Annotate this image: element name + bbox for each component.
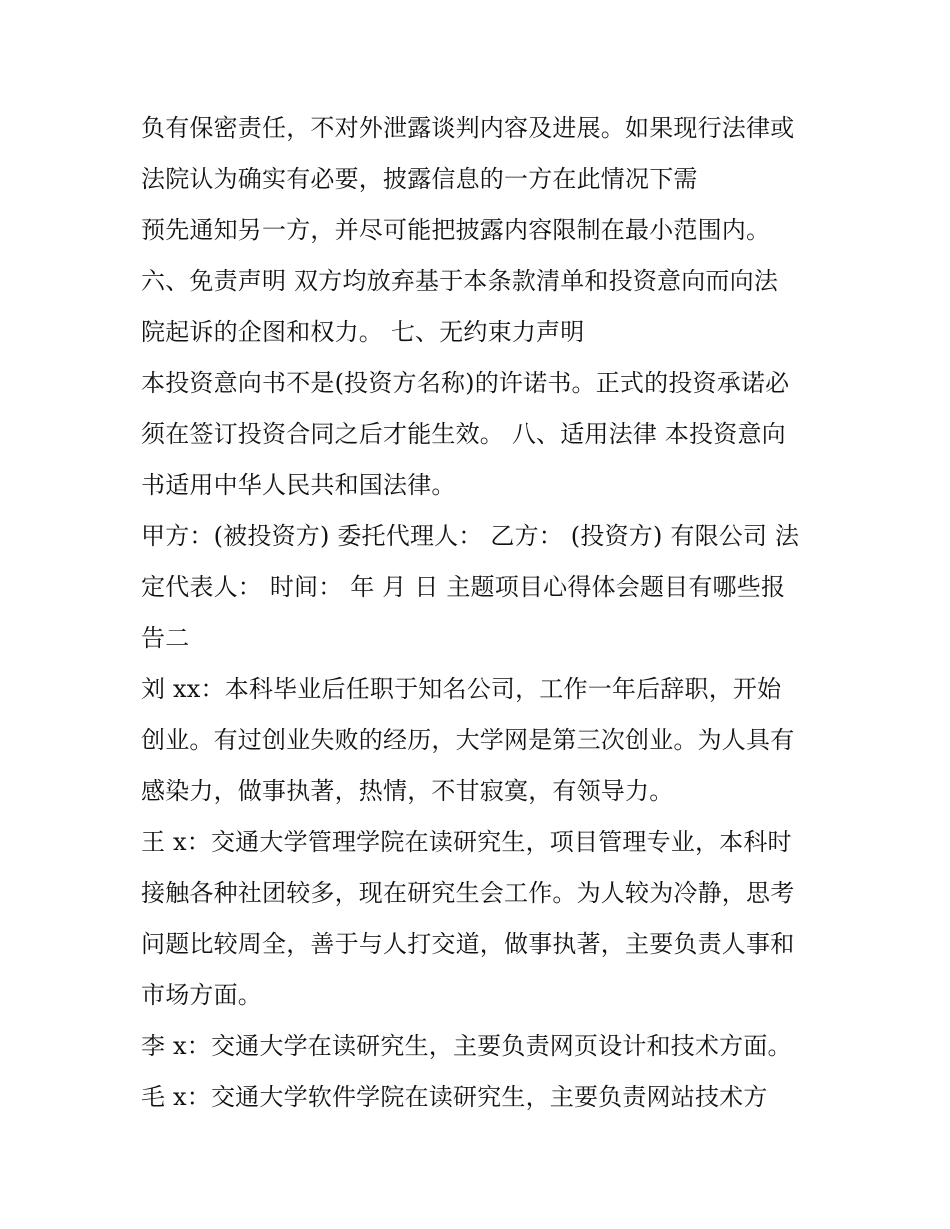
team-member-mao: 毛 x：交通大学软件学院在读研究生，主要负责网站技术方 bbox=[141, 1083, 768, 1111]
team-member-li: 李 x：交通大学在读研究生，主要负责网页设计和技术方面。 bbox=[141, 1032, 792, 1060]
text-line: 院起诉的企图和权力。 七、无约束力声明 bbox=[141, 318, 585, 346]
team-member-wang: 王 x：交通大学管理学院在读研究生，项目管理专业，本科时 bbox=[141, 828, 792, 856]
text-line: 接触各种社团较多，现在研究生会工作。为人较为冷静，思考 bbox=[141, 879, 795, 907]
signature-line: 定代表人： 时间： 年 月 日 主题项目心得体会题目有哪些报 bbox=[141, 573, 786, 601]
text-line: 须在签订投资合同之后才能生效。 八、适用法律 本投资意向 bbox=[141, 420, 786, 448]
text-line: 问题比较周全，善于与人打交道，做事执著，主要负责人事和 bbox=[141, 930, 795, 958]
text-line: 市场方面。 bbox=[141, 981, 262, 1009]
team-member-liu: 刘 xx：本科毕业后任职于知名公司，工作一年后辞职，开始 bbox=[141, 675, 782, 703]
text-line: 书适用中华人民共和国法律。 bbox=[141, 471, 456, 499]
text-line: 本投资意向书不是(投资方名称)的许诺书。正式的投资承诺必 bbox=[141, 369, 790, 397]
text-line: 法院认为确实有必要，披露信息的一方在此情况下需 bbox=[141, 165, 698, 193]
text-line: 负有保密责任，不对外泄露谈判内容及进展。如果现行法律或 bbox=[141, 114, 795, 142]
text-line: 预先通知另一方，并尽可能把披露内容限制在最小范围内。 bbox=[141, 216, 771, 244]
text-line: 告二 bbox=[141, 624, 190, 652]
signature-line: 甲方：(被投资方) 委托代理人： 乙方： (投资方) 有限公司 法 bbox=[141, 522, 800, 550]
text-line: 创业。有过创业失败的经历，大学网是第三次创业。为人具有 bbox=[141, 726, 795, 754]
section-heading-disclaimer: 六、免责声明 双方均放弃基于本条款清单和投资意向而向法 bbox=[141, 267, 779, 295]
text-line: 感染力，做事执著，热情，不甘寂寞，有领导力。 bbox=[141, 777, 674, 805]
